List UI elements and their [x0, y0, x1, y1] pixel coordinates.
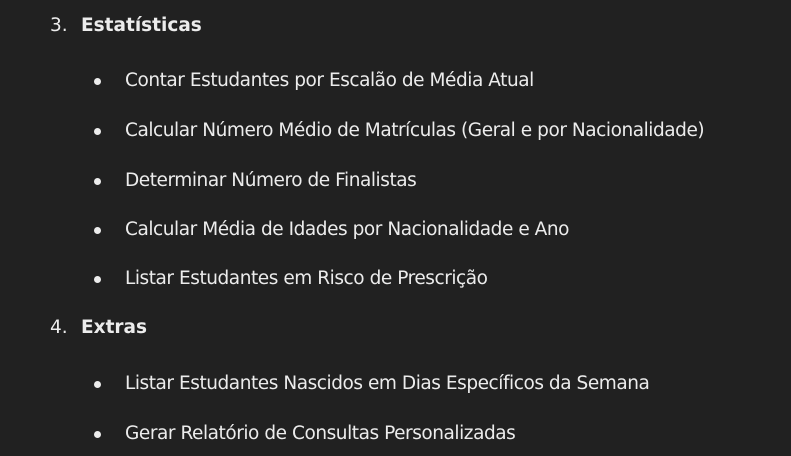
list-item-text: Listar Estudantes Nascidos em Dias Específicos da Semana	[125, 373, 650, 394]
bullet-icon	[94, 128, 101, 135]
bullet-icon	[94, 276, 101, 283]
section-heading-extras	[50, 316, 147, 340]
list-item-text: Calcular Média de Idades por Nacionalidade e Ano	[125, 219, 570, 240]
list-item-text: Determinar Número de Finalistas	[125, 170, 417, 191]
list-item-text: Contar Estudantes por Escalão de Média Atual	[125, 70, 534, 91]
bullet-icon	[94, 431, 101, 438]
bullet-icon	[94, 381, 101, 388]
section-title: Extras	[81, 317, 148, 338]
list-item-text: Listar Estudantes em Risco de Prescrição	[125, 268, 488, 289]
section-heading-estatisticas	[50, 14, 202, 38]
section-title: Estatísticas	[81, 15, 202, 36]
list-item-text: Gerar Relatório de Consultas Personalizadas	[125, 423, 516, 444]
bullet-icon	[94, 227, 101, 234]
section-number: 4.	[50, 317, 68, 338]
section-number: 3.	[50, 15, 68, 36]
bullet-icon	[94, 78, 101, 85]
bullet-icon	[94, 178, 101, 185]
list-item-text: Calcular Número Médio de Matrículas (Geral e por Nacionalidade)	[125, 120, 705, 141]
